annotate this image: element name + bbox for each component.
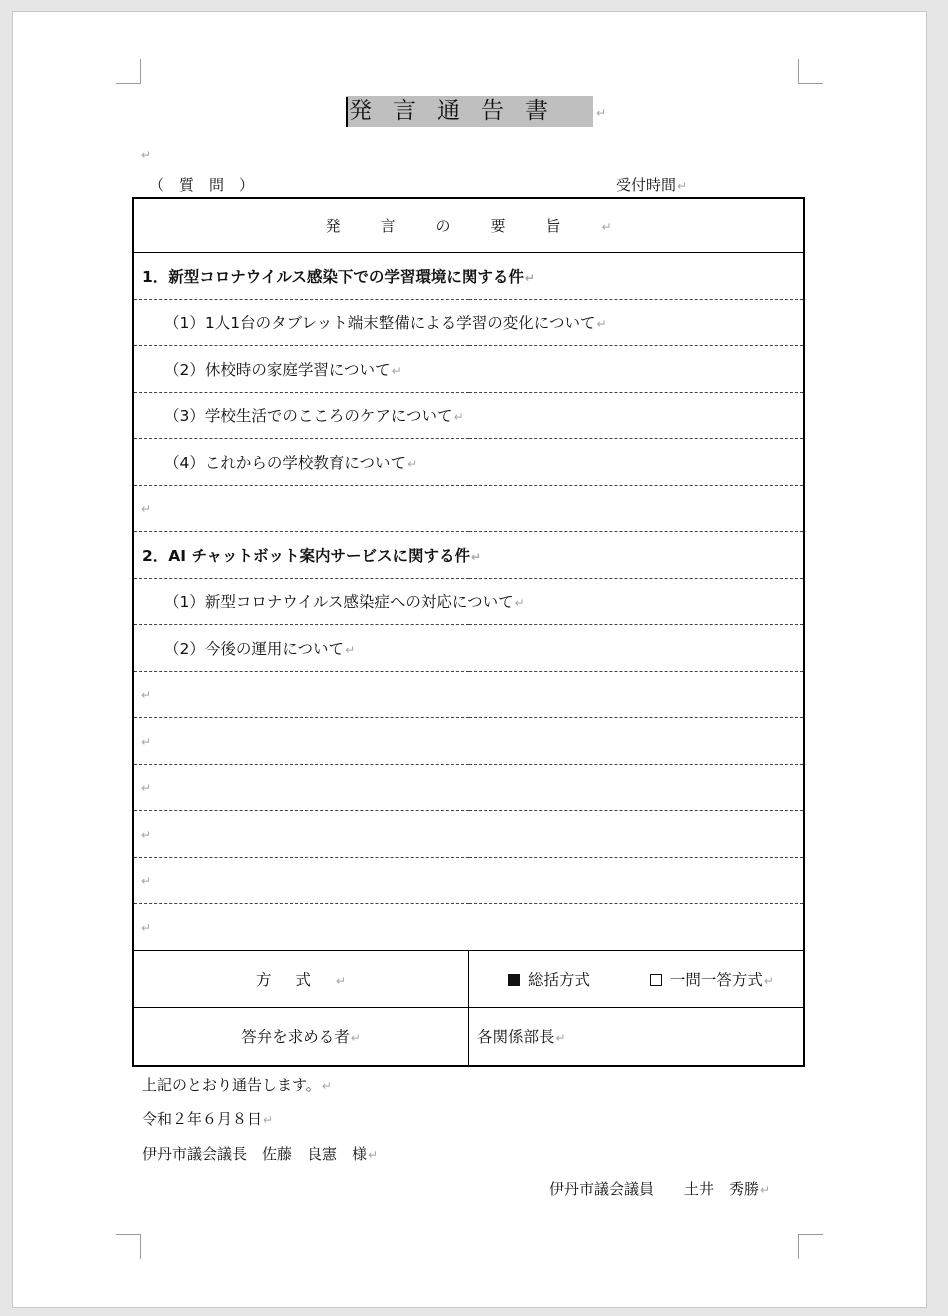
respondent-value[interactable]: 各関係部長↵: [477, 1028, 566, 1046]
summary-item-row: [133, 811, 804, 858]
respondent-row: [133, 1007, 804, 1066]
summary-item-cell[interactable]: [133, 857, 804, 904]
sender-text: 伊丹市議会議員 土井 秀勝: [549, 1180, 760, 1198]
respondent-label: 答弁を求める者↵: [133, 1007, 469, 1066]
crop-mark-top-right: [798, 59, 823, 84]
summary-item-cell[interactable]: [133, 671, 804, 718]
document-page: [12, 11, 927, 1308]
summary-item-cell[interactable]: [133, 253, 804, 300]
summary-header-text: 発言の要旨: [325, 217, 601, 235]
summary-item-cell[interactable]: [133, 625, 804, 672]
document-title[interactable]: 発言通告書 ↵: [346, 96, 593, 127]
summary-item-row: [133, 578, 804, 625]
type-label: （ 質 問 ）: [149, 176, 255, 194]
summary-item-row: [133, 532, 804, 579]
crop-mark-top-left: [116, 59, 141, 84]
paragraph-mark: ↵: [470, 549, 482, 564]
summary-subitem-text: （1）1人1台のタブレット端末整備による学習の変化について: [164, 314, 596, 333]
paragraph-mark: ↵: [596, 317, 607, 332]
summary-item-cell[interactable]: [133, 346, 804, 393]
paragraph-mark: ↵: [141, 920, 152, 935]
summary-subitem-text: （4）これからの学校教育について: [164, 453, 407, 472]
summary-subitem-text: （2）休校時の家庭学習について: [164, 360, 391, 379]
summary-item-cell[interactable]: [133, 578, 804, 625]
summary-item-cell[interactable]: [133, 904, 804, 951]
summary-item-row: [133, 346, 804, 393]
summary-item-row: [133, 439, 804, 486]
paragraph-mark: ↵: [141, 781, 152, 796]
respondent-label-text: 答弁を求める者: [241, 1028, 350, 1046]
summary-item-row: [133, 299, 804, 346]
summary-item-row: [133, 253, 804, 300]
paragraph-mark: ↵: [453, 410, 464, 425]
summary-item-cell[interactable]: [133, 439, 804, 486]
paragraph-mark: ↵: [141, 502, 152, 517]
summary-subitem-text: （1）新型コロナウイルス感染症への対応について: [164, 593, 514, 612]
crop-mark-bottom-right: [798, 1234, 823, 1259]
date-line: 令和２年６月８日↵: [142, 1110, 274, 1128]
summary-item-row: [133, 764, 804, 811]
respondent-value-text[interactable]: 各関係部長: [477, 1028, 555, 1046]
paragraph-mark: ↵: [345, 642, 356, 657]
paragraph-mark: ↵: [514, 596, 525, 611]
summary-item-cell[interactable]: [133, 811, 804, 858]
closing-line: 上記のとおり通告します。↵: [142, 1076, 332, 1094]
summary-subitem-text: （2）今後の運用について: [164, 639, 345, 658]
summary-item-row: [133, 485, 804, 532]
paragraph-mark: ↵: [141, 734, 152, 749]
method-options: [469, 950, 805, 1007]
paragraph-mark: ↵: [141, 688, 152, 703]
summary-item-row: [133, 904, 804, 951]
summary-item-cell[interactable]: [133, 532, 804, 579]
date-text: 令和２年６月８日: [142, 1110, 263, 1128]
paragraph-mark: ↵: [141, 148, 152, 162]
unchecked-box-icon[interactable]: [650, 974, 662, 986]
summary-heading-text: 2．AI チャットボット案内サービスに関する件: [142, 546, 470, 565]
closing-text: 上記のとおり通告します。: [142, 1076, 321, 1094]
method-option-sokatsu[interactable]: [508, 968, 590, 990]
summary-table: [132, 197, 805, 1067]
addressee-line: 伊丹市議会議長 佐藤 良憲 様↵: [142, 1145, 379, 1163]
addressee-text: 伊丹市議会議長 佐藤 良憲 様: [142, 1145, 368, 1163]
method-row: [133, 950, 804, 1007]
paragraph-mark: ↵: [391, 363, 402, 378]
summary-item-row: [133, 625, 804, 672]
paragraph-mark: ↵: [407, 456, 418, 471]
summary-item-cell[interactable]: [133, 392, 804, 439]
checked-box-icon[interactable]: [508, 974, 520, 986]
summary-header-row: [133, 198, 804, 253]
summary-subitem-text: （3）学校生活でのこころのケアについて: [164, 407, 453, 426]
crop-mark-bottom-left: [116, 1234, 141, 1259]
method-option-ichimon-label: 一問一答方式: [669, 970, 763, 989]
summary-item-cell[interactable]: [133, 485, 804, 532]
method-option-ichimon[interactable]: 一問一答方式↵: [650, 968, 774, 990]
text-cursor: [346, 97, 348, 127]
summary-item-cell[interactable]: [133, 764, 804, 811]
summary-item-row: [133, 718, 804, 765]
summary-item-row: [133, 671, 804, 718]
summary-item-row: [133, 392, 804, 439]
method-label-text: 方式: [255, 970, 335, 989]
receipt-time-label: 受付時間↵: [616, 176, 688, 194]
receipt-time-text: 受付時間: [616, 176, 677, 194]
summary-item-cell[interactable]: [133, 718, 804, 765]
method-label: 方式↵: [133, 950, 469, 1007]
paragraph-mark: ↵: [141, 827, 152, 842]
summary-item-row: [133, 857, 804, 904]
method-option-sokatsu-label: 総括方式: [527, 970, 590, 989]
document-title-text[interactable]: 発言通告書: [349, 98, 569, 124]
summary-header: 発言の要旨↵: [133, 198, 804, 253]
paragraph-mark: ↵: [524, 270, 535, 285]
sender-line: 伊丹市議会議員 土井 秀勝↵: [549, 1180, 771, 1198]
paragraph-mark: ↵: [141, 874, 152, 889]
summary-heading-text: 1．新型コロナウイルス感染下での学習環境に関する件: [142, 267, 524, 286]
summary-item-cell[interactable]: [133, 299, 804, 346]
